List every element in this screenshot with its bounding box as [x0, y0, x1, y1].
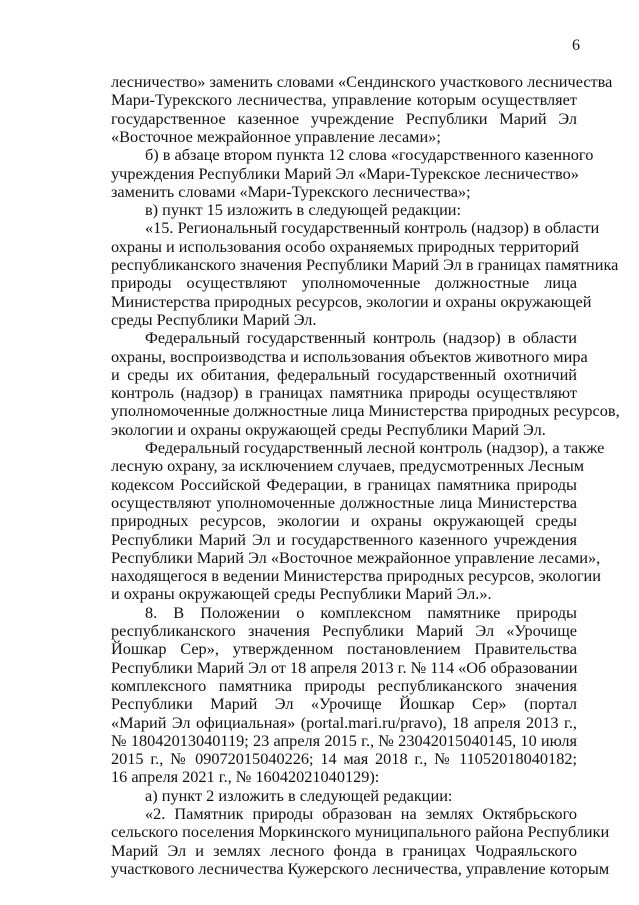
- text-line: Федеральный государственный лесной контроль (надзор), а также: [145, 438, 605, 457]
- text-line: «Восточное межрайонное управление лесами»;: [111, 126, 441, 146]
- text-line: Республики Марий Эл и государственного казенного учреждения: [111, 529, 577, 549]
- text-line: контроль (надзор) в границах памятника природы осуществляют: [111, 383, 577, 403]
- text-line: лесную охрану, за исключением случаев, предусмотренных Лесным: [111, 456, 585, 476]
- text-line: республиканского значения Республики Марий Эл «Урочище: [111, 621, 577, 640]
- text-line: 2015 г., № 09072015040226; 14 мая 2018 г., № 11052018040182;: [111, 749, 577, 769]
- text-line: № 18042013040119; 23 апреля 2015 г., № 23042015040145, 10 июля: [111, 730, 577, 750]
- text-line: находящегося в ведении Министерства природных ресурсов, экологии: [111, 566, 601, 586]
- text-line: Республики Марий Эл «Восточное межрайонное управление лесами»,: [111, 547, 601, 567]
- text-line: Йошкар Сер», утвержденном постановлением Правительства: [111, 639, 577, 659]
- text-line: охраны и использования особо охраняемых природных территорий: [111, 236, 580, 256]
- text-line: комплексного памятника природы республиканского значения: [111, 675, 577, 695]
- text-line: природных ресурсов, экологии и охраны окружающей среды: [111, 511, 577, 531]
- text-line: Федеральный государственный контроль (надзор) в области: [145, 328, 577, 348]
- text-line: природы осуществляют уполномоченные должностные лица: [111, 273, 577, 293]
- text-line: «Марий Эл официальная» (portal.mari.ru/pravo), 18 апреля 2013 г.,: [111, 712, 577, 732]
- text-line: заменить словами «Мари-Турекского лесничества»;: [111, 181, 471, 201]
- text-line: и охраны окружающей среды Республики Марий Эл.».: [111, 584, 492, 604]
- page-number: 6: [572, 37, 580, 54]
- text-line: Республики Марий Эл «Урочище Йошкар Сер» (портал: [111, 694, 577, 714]
- text-line: участкового лесничества Кужерского лесничества, управление которым: [111, 858, 610, 878]
- text-line: Марий Эл и землях лесного фонда в границах Чодраяльского: [111, 840, 577, 860]
- text-line: охраны, воспроизводства и использования объектов животного мира: [111, 346, 588, 366]
- text-line: б) в абзаце втором пункта 12 слова «государственного казенного: [145, 145, 594, 165]
- text-line: 8. В Положении о комплексном памятнике природы: [145, 602, 577, 622]
- text-line: экологии и охраны окружающей среды Республики Марий Эл.: [111, 419, 546, 439]
- text-line: Мари-Турекского лесничества, управление которым осуществляет: [111, 90, 577, 110]
- text-line: Республики Марий Эл от 18 апреля 2013 г. № 114 «Об образовании: [111, 657, 578, 677]
- text-line: осуществляют уполномоченные должностные лица Министерства: [111, 492, 577, 512]
- text-line: государственное казенное учреждение Республики Марий Эл: [111, 108, 577, 128]
- text-line: сельского поселения Моркинского муниципального района Республики: [111, 822, 610, 842]
- text-line: «15. Региональный государственный контроль (надзор) в области: [145, 218, 600, 238]
- text-line: кодексом Российской Федерации, в границах памятника природы: [111, 474, 577, 494]
- text-line: республиканского значения Республики Марий Эл в границах памятника: [111, 255, 619, 274]
- text-line: учреждения Республики Марий Эл «Мари-Турекское лесничество»: [111, 163, 579, 183]
- text-line: а) пункт 2 изложить в следующей редакции:: [145, 785, 453, 805]
- text-line: и среды их обитания, федеральный государственный охотничий: [111, 364, 577, 384]
- text-line: уполномоченные должностные лица Министерства природных ресурсов,: [111, 401, 620, 421]
- text-line: среды Республики Марий Эл.: [111, 309, 317, 329]
- text-line: Министерства природных ресурсов, экологии и охраны окружающей: [111, 291, 592, 311]
- text-line: «2. Памятник природы образован на землях Октябрьского: [145, 804, 577, 823]
- text-line: в) пункт 15 изложить в следующей редакции:: [145, 200, 462, 220]
- text-line: лесничество» заменить словами «Сендинского участкового лесничества: [111, 72, 613, 91]
- text-line: 16 апреля 2021 г., № 16042021040129):: [111, 767, 380, 787]
